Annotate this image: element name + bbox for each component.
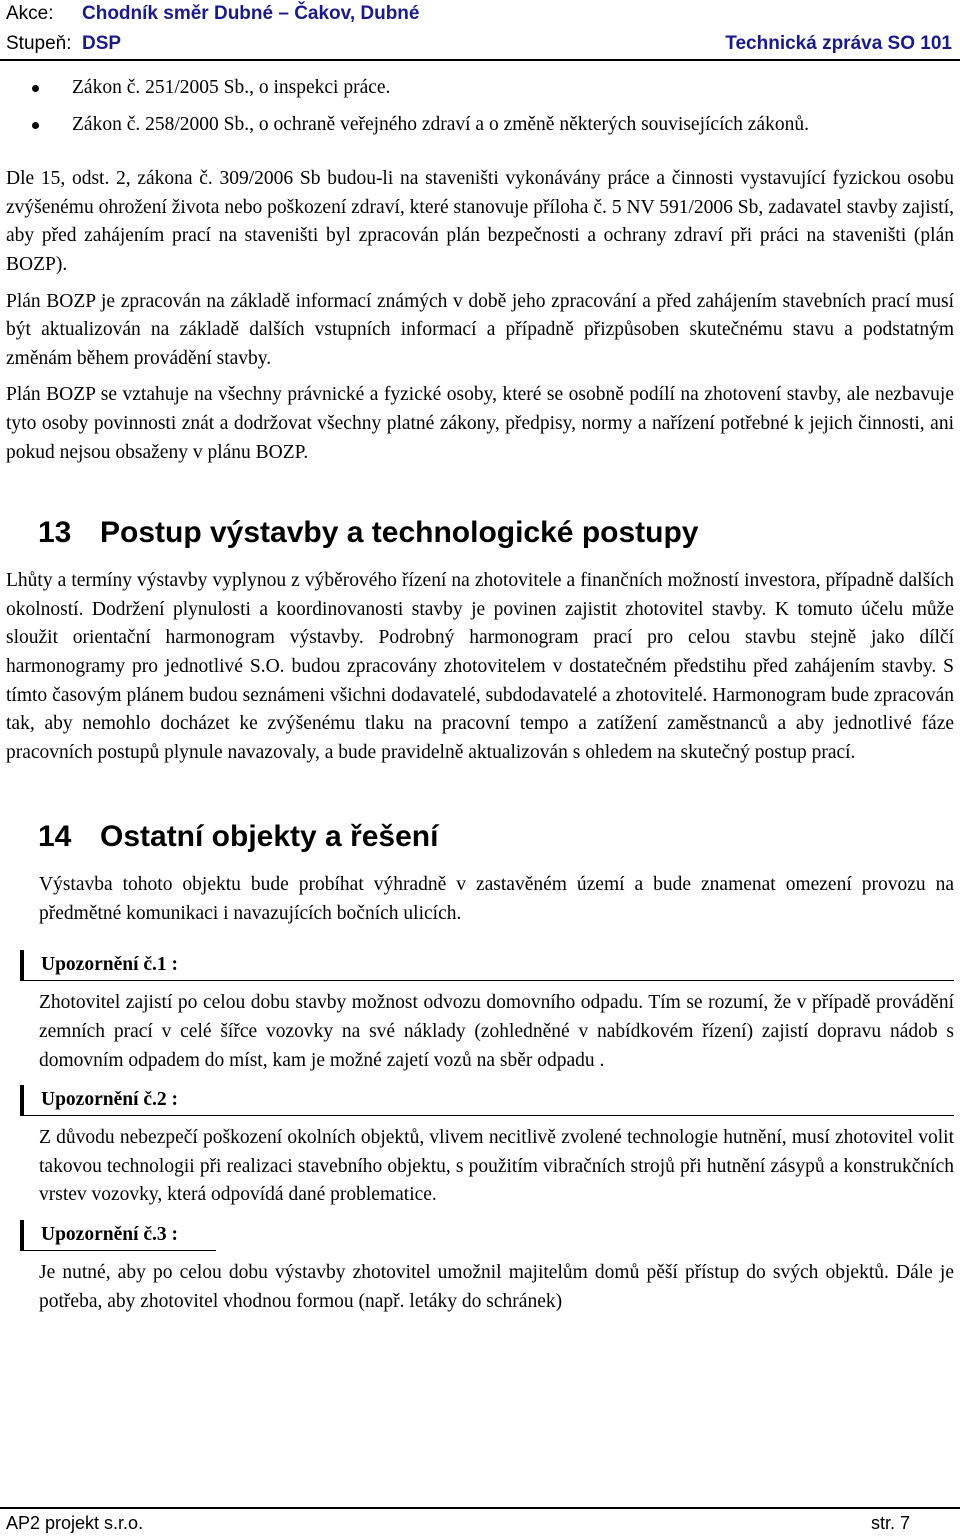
law-list	[6, 74, 954, 139]
warning-text: Je nutné, aby po celou dobu výstavby zhotovitel umožnil majitelům domů pěší přístup do svých objektů. Dále je potřeba, aby zhotovitel vhodnou formou (např. letáky do schránek)	[39, 1262, 954, 1312]
header-action-row	[0, 0, 960, 30]
warning-label: Upozornění č.1 :	[20, 950, 954, 981]
header-divider	[0, 59, 960, 61]
warning-text: Zhotovitel zajistí po celou dobu stavby možnost odvozu domovního odpadu. Tím se rozumí, že v případě provádění zemních prací v celé šířce vozovky na své náklady (zohledněné v nabídkovém řízení) zajistí dopravu nádob s domovním odpadem do míst, kam je možné zajetí vozů na sběr odpadu .	[39, 992, 954, 1071]
section-14-heading	[6, 817, 954, 857]
footer-page-number: str. 7	[870, 1513, 910, 1533]
section-number: 13	[38, 516, 72, 550]
header-stage-value: DSP	[82, 33, 122, 54]
page-footer	[0, 1507, 960, 1536]
paragraph: Lhůty a termíny výstavby vyplynou z výběrového řízení na zhotovitele a finančních možností investora, případně dalších okolností. Dodržení plynulosti a koordinovanosti stavby je povinen zajistit zhotovitel stavby. K tomuto účelu může sloužit orientační harmonogram výstavby. Podrobný harmonogram prací pro celou stavbu stejně jako dílčí harmonogramy pro jednotlivé S.O. budou zpracovány zhotovitelem v dostatečném předstihu před zahájením stavby. S tímto časovým plánem budou seznámeni všichni dodavatelé, subdodavatelé a zhotovitelé. Harmonogram bude zpracován tak, aby nemohlo docházet ke zvýšenému tlaku na pracovní tempo a zatížení zaměstnanců a aby jednotlivé fáze pracovních postupů plynule navazovaly, a bude pravidelně aktualizován s ohledem na skutečný postup prací.	[6, 570, 954, 763]
list-item: Zákon č. 251/2005 Sb., o inspekci práce.	[72, 74, 954, 103]
header-action-value: Chodník směr Dubné – Čakov, Dubné	[82, 3, 420, 24]
footer-company: AP2 projekt s.r.o.	[6, 1513, 144, 1533]
section-13-heading	[6, 513, 954, 553]
warning-label: Upozornění č.3 :	[20, 1220, 216, 1251]
warning-text: Z důvodu nebezpečí poškození okolních objektů, vlivem necitlivě zvolené technologie hutnění, musí zhotovitel volit takovou technologii při realizaci stavebního objektu, s použitím vibračních strojů při hutnění zásypů a konstrukčních vrstev vozovky, která odpovídá dané problematice.	[39, 1127, 954, 1206]
document-body	[6, 64, 954, 1324]
section-number: 14	[38, 820, 72, 854]
section-title: Ostatní objekty a řešení	[100, 820, 439, 854]
header-stage-label: Stupeň:	[6, 33, 72, 54]
section-title: Postup výstavby a technologické postupy	[100, 516, 699, 550]
header-report-title: Technická zpráva SO 101	[725, 33, 952, 54]
list-item: Zákon č. 258/2000 Sb., o ochraně veřejného zdraví a o změně některých souvisejících zákonů.	[72, 111, 954, 140]
header-stage-row	[0, 30, 960, 60]
header-action-label: Akce:	[6, 3, 54, 24]
paragraph: Výstavba tohoto objektu bude probíhat výhradně v zastavěném území a bude znamenat omezení provozu na předmětné komunikaci i navazujících bočních ulicích.	[39, 874, 954, 924]
paragraph: Dle 15, odst. 2, zákona č. 309/2006 Sb budou-li na staveništi vykonávány práce a činnosti vystavující fyzickou osobu zvýšenému ohrožení života nebo poškození zdraví, které stanovuje příloha č. 5 NV 591/2006 Sb, zadavatel stavby zajistí, aby před zahájením prací na staveništi byl zpracován plán bezpečnosti a ochrany zdraví při práci na staveništi (plán BOZP).	[6, 168, 954, 275]
paragraph: Plán BOZP se vztahuje na všechny právnické a fyzické osoby, které se osobně podílí na zhotovení stavby, ale nezbavuje tyto osoby povinnosti znát a dodržovat všechny platné zákony, předpisy, normy a nařízení potřebné k jejich činnosti, ani pokud nejsou obsaženy v plánu BOZP.	[6, 384, 954, 463]
warning-label: Upozornění č.2 :	[20, 1085, 954, 1116]
paragraph: Plán BOZP je zpracován na základě informací známých v době jeho zpracování a před zahájením stavebních prací musí být aktualizován na základě dalších vstupních informací a případně přizpůsoben skutečnému stavu a podstatným změnám během provádění stavby.	[6, 290, 954, 369]
